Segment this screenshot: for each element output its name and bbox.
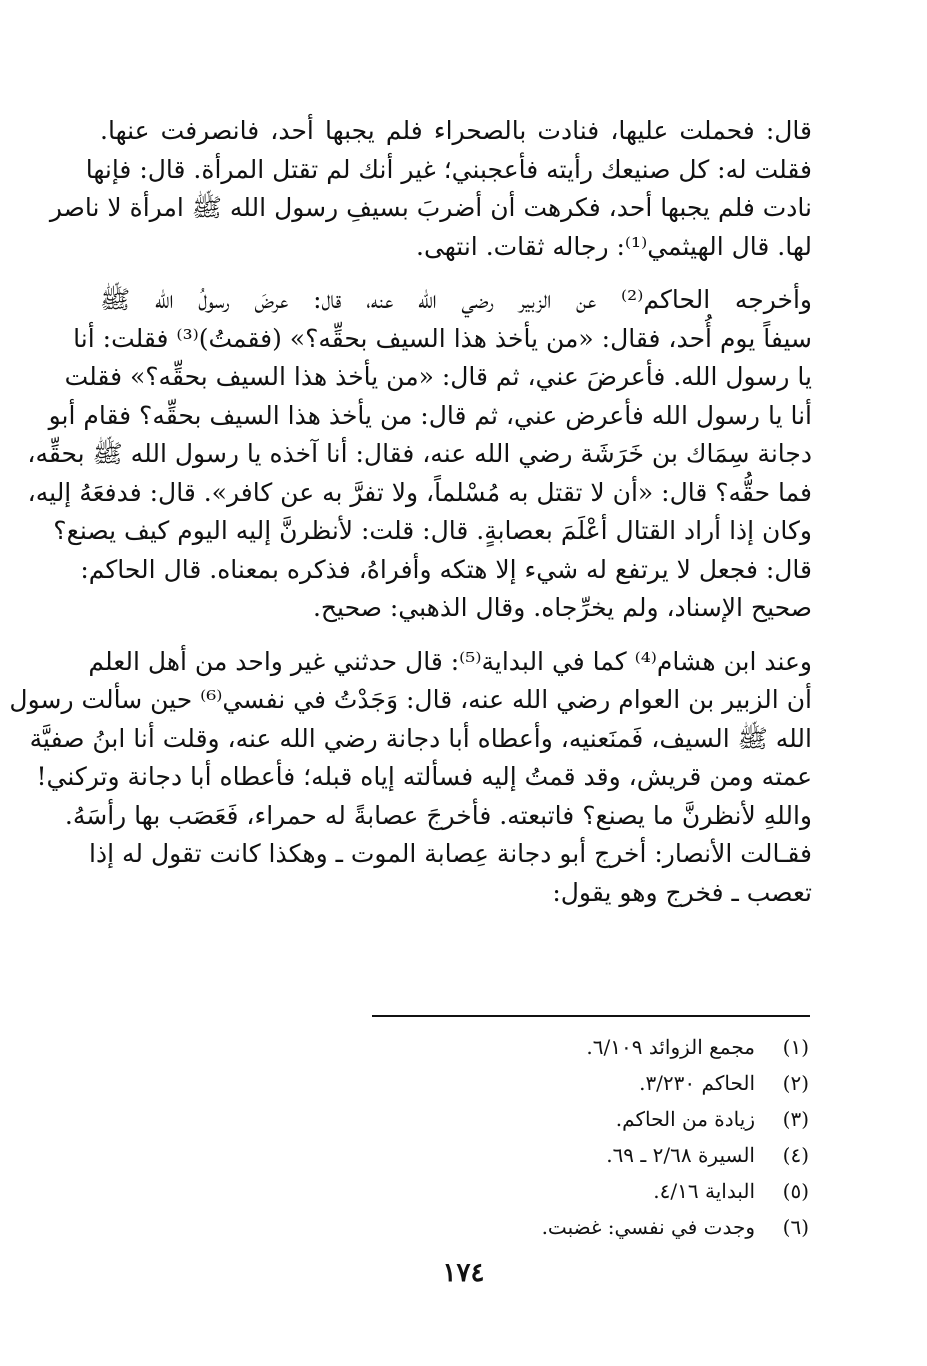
footnote-divider bbox=[372, 1015, 810, 1017]
text-line: يا رسول الله. فأعرضَ عني، ثم قال: «من يأخذ هذا السيف بحقِّه؟» فقلت bbox=[64, 362, 812, 391]
footnote-text: السيرة ٢/٦٨ ـ ٦٩. bbox=[606, 1143, 755, 1167]
footnote-text: وجدت في نفسي: غضبت. bbox=[541, 1215, 755, 1239]
main-text bbox=[9, 112, 812, 927]
text-line: دجانة سِمَاك بن خَرَشَة رضي الله عنه، فقال: أنا آخذه يا رسول الله ﷺ بحقِّه، bbox=[27, 439, 812, 468]
footnotes bbox=[309, 1029, 809, 1245]
paragraph-2 bbox=[27, 281, 812, 628]
paragraph-3 bbox=[9, 643, 812, 913]
text-line: عمته ومن قريش، وقد قمتُ إليه فسألته إياه قبله؛ فأعطاه أبا دجانة وتركني! bbox=[36, 762, 812, 791]
text-line: أنا يا رسول الله فأعرض عني، ثم قال: من يأخذ هذا السيف بحقِّه؟ فقام أبو bbox=[48, 400, 812, 430]
text-line: فقلت له: كل صنيعك رأيته فأعجبني؛ غير أنك لم تقتل المرأة. قال: فإنها bbox=[85, 154, 812, 184]
footnote bbox=[309, 1065, 809, 1101]
text-line: قال: فحملت عليها، فنادت بالصحراء فلم يجبها أحد، فانصرفت عنها. bbox=[100, 116, 812, 145]
text-line: وكان إذا أراد القتال أعْلَمَ بعصابةٍ. قال: قلت: لأنظرنَّ إليه اليوم كيف يصنع؟ bbox=[53, 516, 812, 545]
footnote-number: (٣) bbox=[782, 1107, 809, 1131]
paragraph-1 bbox=[49, 112, 812, 266]
footnote bbox=[309, 1137, 809, 1173]
footnote bbox=[309, 1101, 809, 1137]
page-number: ١٧٤ bbox=[442, 1258, 485, 1288]
text-line: الله ﷺ السيف، فَمنَعنيه، وأعطاه أبا دجانة رضي الله عنه، وقلت أنا ابنُ صفيَّة bbox=[29, 723, 812, 753]
footnote bbox=[309, 1209, 809, 1245]
text-line: فما حقُّه؟ قال: «أن لا تقتل به مُسْلماً، ولا تفرَّ به عن كافر». قال: فدفعَهُ إليه، bbox=[27, 477, 812, 507]
text-line: صحيح الإسناد، ولم يخرِّجاه. وقال الذهبي: صحيح. bbox=[312, 593, 812, 622]
footnote-text: مجمع الزوائد ٦/١٠٩. bbox=[586, 1035, 755, 1059]
footnote bbox=[309, 1029, 809, 1065]
text-line: قال: فجعل لا يرتفع له شيء إلا هتكه وأفراهُ، فذكره بمعناه. قال الحاكم: bbox=[80, 554, 812, 584]
footnote-text: زيادة من الحاكم. bbox=[615, 1107, 755, 1131]
text-line: واللهِ لأنظرنَّ ما يصنع؟ فاتبعته. فأخرجَ عصابةً له حمراء، فَعَصَب بها رأسَهُ. bbox=[64, 800, 812, 830]
text-line: لها. قال الهيثمي⁽¹⁾: رجاله ثقات. انتهى. bbox=[416, 231, 812, 261]
text-line: وعند ابن هشام⁽⁴⁾ كما في البداية⁽⁵⁾: قال حدثني غير واحد من أهل العلم bbox=[88, 646, 812, 676]
footnote-number: (٢) bbox=[782, 1071, 809, 1095]
footnote-number: (٥) bbox=[782, 1179, 809, 1203]
text-line: أن الزبير بن العوام رضي الله عنه، قال: وَجَدْتُ في نفسي⁽⁶⁾ حين سألت رسول bbox=[9, 685, 812, 714]
text-line: وأخرجه الحاكم⁽²⁾ عن الزبير رضي الله عنه، قال: عرضَ رسولُ الله ﷺ bbox=[100, 285, 812, 314]
footnote-number: (٤) bbox=[782, 1143, 809, 1167]
text-line: تعصب ـ فخرج وهو يقول: bbox=[552, 877, 812, 907]
footnote-text: الحاكم ٣/٢٣٠. bbox=[639, 1071, 755, 1095]
footnote-text: البداية ٤/١٦. bbox=[653, 1179, 755, 1203]
footnote-number: (٦) bbox=[782, 1215, 809, 1239]
text-line: فقـالت الأنصار: أخرج أبو دجانة عِصابة الموت ـ وهكذا كانت تقول له إذا bbox=[89, 839, 812, 868]
text-line: سيفاً يوم أُحد، فقال: «من يأخذ هذا السيف بحقِّه؟» (فقمتُ)⁽³⁾ فقلت: أنا bbox=[73, 323, 812, 353]
footnote bbox=[309, 1173, 809, 1209]
text-line: نادت فلم يجبها أحد، فكرهت أن أضربَ بسيفِ رسول الله ﷺ امرأة لا ناصر bbox=[49, 193, 812, 222]
footnote-number: (١) bbox=[782, 1035, 809, 1059]
